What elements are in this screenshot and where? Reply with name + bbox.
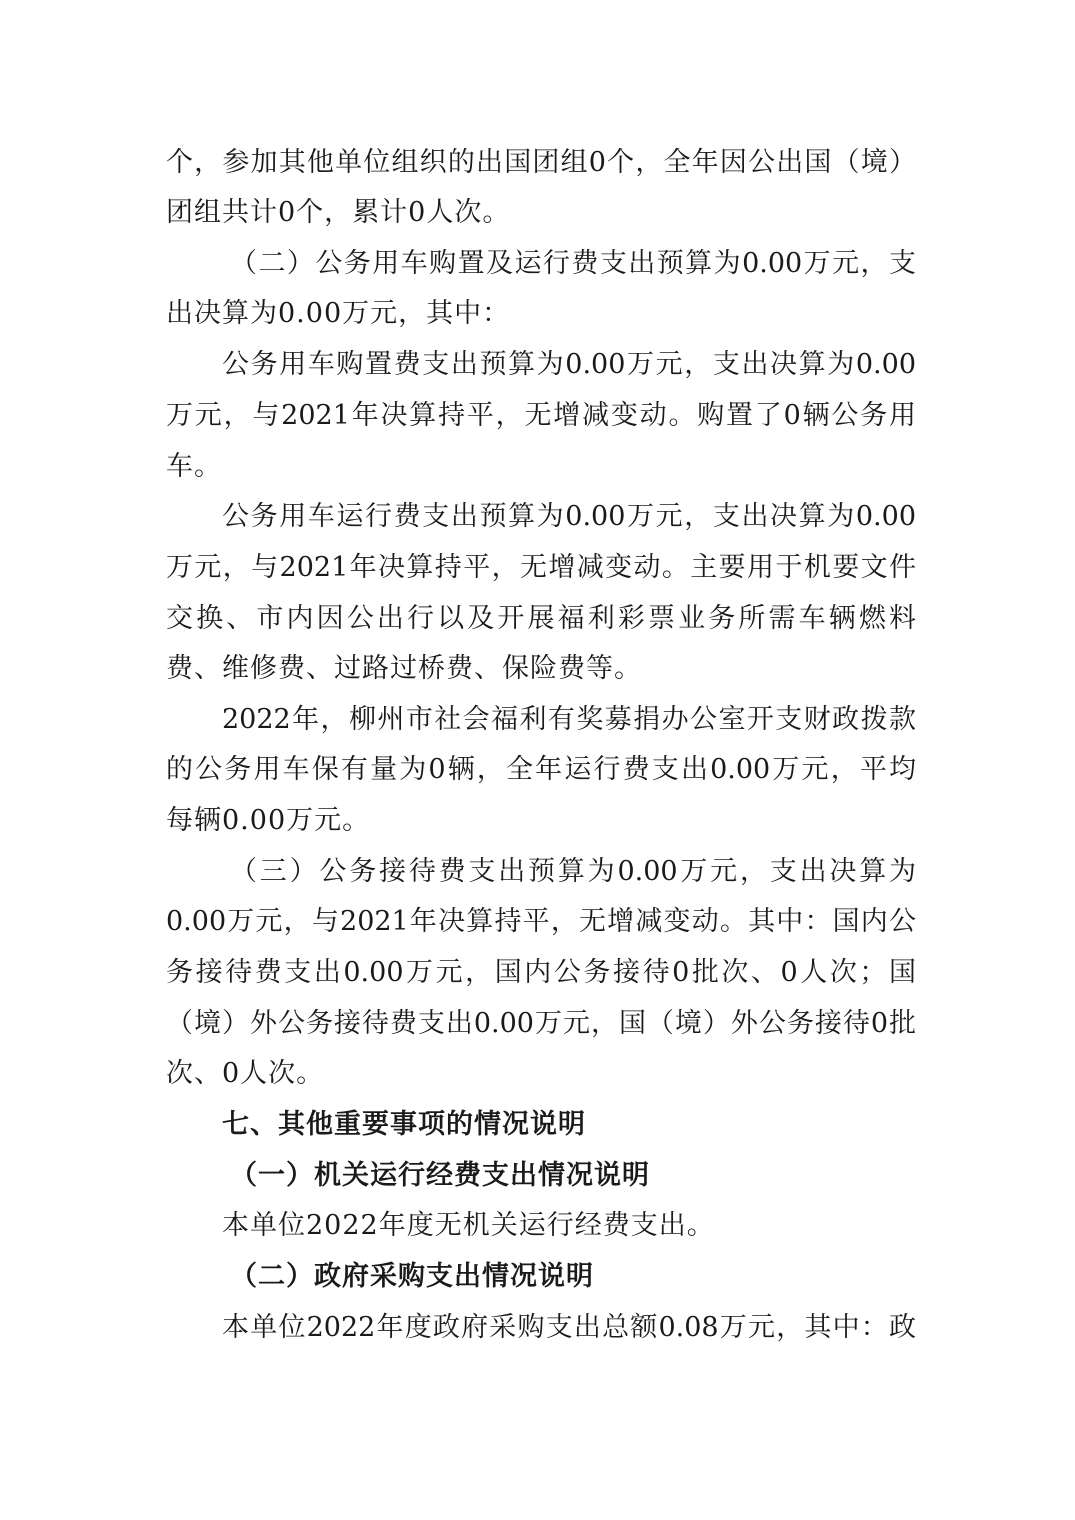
paragraph-line: 本单位2022年度政府采购支出总额0.08万元，其中：政 [222, 1312, 916, 1343]
paragraph-line: 团组共计0个，累计0人次。 [166, 197, 511, 228]
section-heading: 七、其他重要事项的情况说明 [222, 1109, 586, 1140]
paragraph-line: 万元，与2021年决算持平，无增减变动。主要用于机要文件 [166, 552, 916, 583]
paragraph-line: （境）外公务接待费支出0.00万元，国（境）外公务接待0批 [166, 1008, 916, 1039]
paragraph-line: （三）公务接待费支出预算为0.00万元，支出决算为 [230, 856, 916, 887]
paragraph-line: 2022年，柳州市社会福利有奖募捐办公室开支财政拨款 [222, 704, 916, 735]
subsection-heading: （一）机关运行经费支出情况说明 [230, 1160, 650, 1191]
paragraph-line: 公务用车购置费支出预算为0.00万元，支出决算为0.00 [222, 349, 916, 380]
paragraph-line: 费、维修费、过路过桥费、保险费等。 [166, 653, 642, 684]
paragraph-line: 务接待费支出0.00万元，国内公务接待0批次、0人次；国 [166, 957, 916, 988]
paragraph-line: 本单位2022年度无机关运行经费支出。 [222, 1210, 715, 1241]
paragraph-line: 车。 [166, 451, 222, 482]
paragraph-line: （二）公务用车购置及运行费支出预算为0.00万元，支 [230, 248, 916, 279]
paragraph-line: 公务用车运行费支出预算为0.00万元，支出决算为0.00 [222, 501, 916, 532]
subsection-heading: （二）政府采购支出情况说明 [230, 1261, 594, 1292]
paragraph-line: 次、0人次。 [166, 1058, 325, 1089]
paragraph-line: 的公务用车保有量为0辆，全年运行费支出0.00万元，平均 [166, 754, 916, 785]
paragraph-line: 出决算为0.00万元，其中： [166, 298, 511, 329]
paragraph-line: 交换、市内因公出行以及开展福利彩票业务所需车辆燃料 [166, 603, 916, 634]
paragraph-line: 个，参加其他单位组织的出国团组0个，全年因公出国（境） [166, 147, 916, 178]
paragraph-line: 0.00万元，与2021年决算持平，无增减变动。其中：国内公 [166, 906, 916, 937]
paragraph-line: 每辆0.00万元。 [166, 805, 371, 836]
paragraph-line: 万元，与2021年决算持平，无增减变动。购置了0辆公务用 [166, 400, 916, 431]
